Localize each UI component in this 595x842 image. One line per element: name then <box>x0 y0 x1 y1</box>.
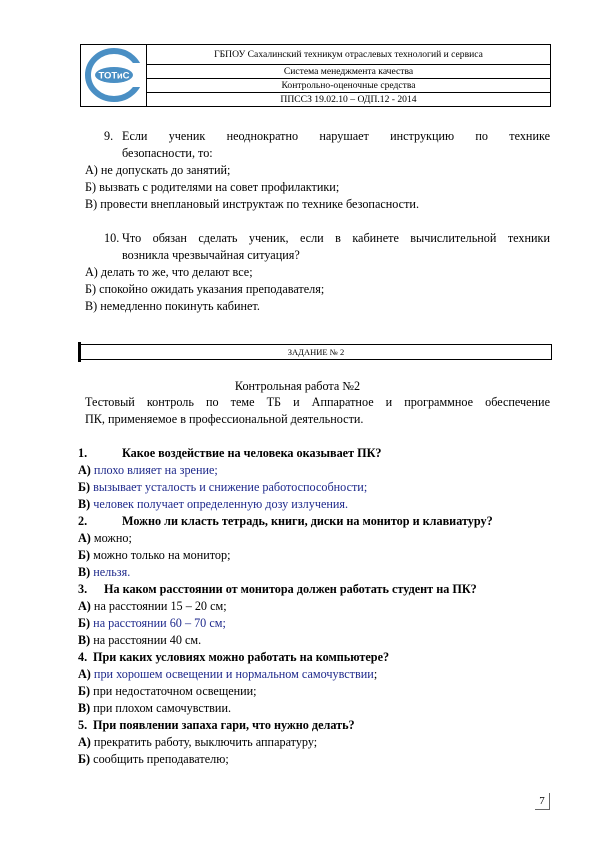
test-q3-number: 3. <box>78 582 88 596</box>
test-q5-option-b: Б) сообщить преподавателю; <box>78 752 229 766</box>
q10-number: 10. <box>104 231 120 245</box>
work-desc-line2: ПК, применяемое в профессиональной деятельности. <box>85 412 364 426</box>
q10-option-b: Б) спокойно ожидать указания преподавателя; <box>85 282 325 296</box>
q9-text-line1: Если ученик неоднократно нарушает инструкцию по технике <box>122 129 550 143</box>
test-q4-text: При каких условиях можно работать на компьютере? <box>93 650 390 664</box>
test-q4-option-b: Б) при недостаточном освещении; <box>78 684 257 698</box>
q9-number: 9. <box>104 129 114 143</box>
q10-text-line2: возникла чрезвычайная ситуация? <box>122 248 300 262</box>
test-q4-option-c: В) при плохом самочувствии. <box>78 701 232 715</box>
work-title: Контрольная работа №2 <box>234 379 361 393</box>
q9-option-c: В) провести внеплановый инструктаж по технике безопасности. <box>85 197 419 211</box>
test-q3-option-a: А) на расстоянии 15 – 20 см; <box>78 599 227 613</box>
test-q1-number: 1. <box>78 446 88 460</box>
test-q1-text: Какое воздействие на человека оказывает ПК? <box>122 446 382 460</box>
test-q3-option-c: В) на расстоянии 40 см. <box>78 633 202 647</box>
test-q5-option-a: А) прекратить работу, выключить аппаратуру; <box>78 735 318 749</box>
document-header <box>80 44 551 107</box>
test-q2-option-b: Б) можно только на монитор; <box>78 548 231 562</box>
header-system: Система менеджмента качества <box>147 64 550 78</box>
test-q1-option-c: В) человек получает определенную дозу излучения. <box>78 497 349 511</box>
test-q2-option-a: А) можно; <box>78 531 132 545</box>
q9-option-a: А) не допускать до занятий; <box>85 163 231 177</box>
test-q5-text: При появлении запаха гари, что нужно делать? <box>93 718 355 732</box>
header-org: ГБПОУ Сахалинский техникум отраслевых технологий и сервиса <box>214 49 483 60</box>
page-number: 7 <box>535 793 550 810</box>
test-q3-option-b: Б) на расстоянии 60 – 70 см; <box>78 616 226 630</box>
q10-text-line1: Что обязан сделать ученик, если в кабинете вычислительной техники <box>122 231 550 245</box>
test-q4-option-a: А) при хорошем освещении и нормальном самочувствии; <box>78 667 378 681</box>
test-q5-number: 5. <box>78 718 88 732</box>
svg-text:ТОТиС: ТОТиС <box>98 70 130 82</box>
task-box: ЗАДАНИЕ № 2 <box>80 344 552 360</box>
test-q2-text: Можно ли класть тетрадь, книги, диски на монитор и клавиатуру? <box>122 514 493 528</box>
test-q1-option-b: Б) вызывает усталость и снижение работоспособности; <box>78 480 368 494</box>
header-code: ППССЗ 19.02.10 – ОДП.12 - 2014 <box>147 92 550 106</box>
logo <box>81 45 147 106</box>
work-desc-line1: Тестовый контроль по теме ТБ и Аппаратное и программное обеспечение <box>85 395 550 409</box>
test-q2-option-c: В) нельзя. <box>78 565 131 579</box>
test-q1-option-a: А) плохо влияет на зрение; <box>78 463 218 477</box>
header-kos: Контрольно-оценочные средства <box>147 78 550 92</box>
test-q2-number: 2. <box>78 514 88 528</box>
q9-text-line2: безопасности, то: <box>122 146 213 160</box>
q9-option-b: Б) вызвать с родителями на совет профилактики; <box>85 180 340 194</box>
test-q3-text: На каком расстоянии от монитора должен работать студент на ПК? <box>104 582 477 596</box>
q10-option-c: В) немедленно покинуть кабинет. <box>85 299 260 313</box>
test-q4-number: 4. <box>78 650 88 664</box>
q10-option-a: А) делать то же, что делают все; <box>85 265 253 279</box>
